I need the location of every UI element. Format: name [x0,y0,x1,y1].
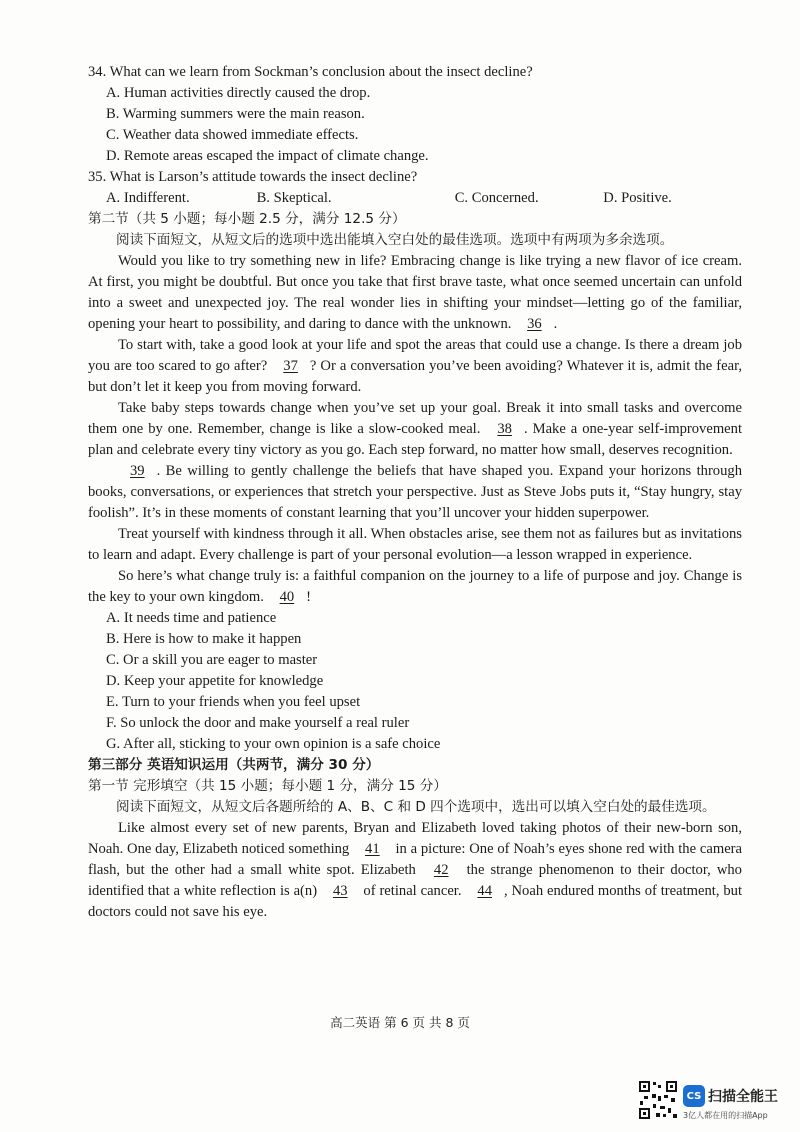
p3-text-a: Take baby steps towards change when you’ve set up your goal. Break it into small tasks and overcome them one by one. Remember, change is like a slow-cooked meal. [88,400,742,437]
page-content [88,62,742,923]
blank-38: 38 [497,421,512,437]
p6-text: So here’s what change truly is: a faithful companion on the journey to a life of purpose and joy. Change is the key to your own kingdom. [88,568,742,605]
p1-text: Would you like to try something new in life? Embracing change is like trying a new flavor of ice cream. At first, you might be doubtful. But once you take that first brave taste, what once seemed uncertain can unfold into a sweet and unexpected joy. The real wonder lies in shifting your mindset—letting go of the familiar, opening your heart to possibility, and daring to dance with the unknown. [88,253,742,332]
choice-f: F. So unlock the door and make yourself a real ruler [106,715,410,731]
scanner-subtitle: 3亿人都在用的扫描App [683,1111,768,1120]
part3-heading: 第三部分 英语知识运用（共两节，满分 30 分） [88,757,380,773]
blank-43: 43 [332,883,348,899]
choice-g: G. After all, sticking to your own opinion is a safe choice [106,736,441,752]
camscanner-logo-icon: CS [683,1085,705,1107]
cloze-text-b: in a picture: One of Noah’s eyes shone red with the camera flash, but the other had a small white spot. Elizabeth [88,841,743,878]
q35-option-d: D. Positive. [603,190,672,206]
p3-text-b: . Make a one-year self-improvement plan and celebrate every tiny victory as you go. Each step forward, no matter how small, deserves recognition. [88,421,742,458]
passage-paragraph-2 [88,335,742,398]
passage-paragraph-5: Treat yourself with kindness through it all. When obstacles arise, see them not as failures but as invitations to learn and adapt. Every challenge is part of your personal evolution—a lesson wrapped in experience. [88,526,742,563]
blank-44: 44 [477,883,492,899]
page-footer: 高二英语 第 6 页 共 8 页 [330,1015,470,1030]
blank-42: 42 [433,862,449,878]
choice-d: D. Keep your appetite for knowledge [106,673,324,689]
passage-paragraph-3 [88,398,742,461]
q35-option-a: A. Indifferent. [106,190,190,206]
scanner-watermark [638,1080,798,1124]
p6-end: ! [306,589,312,605]
cloze-paragraph [88,818,742,923]
q34-option-d: D. Remote areas escaped the impact of climate change. [106,148,429,164]
p2-text-a: To start with, take a good look at your life and spot the areas that could use a change. Is there a dream job you are too scared to go after? [88,337,742,374]
passage-paragraph-6 [88,566,742,608]
scanner-brand: 扫描全能王 [708,1089,778,1105]
passage-paragraph-4 [88,461,742,524]
blank-37: 37 [283,358,298,374]
q34-option-a: A. Human activities directly caused the drop. [106,85,371,101]
section2-heading: 第二节（共 5 小题；每小题 2.5 分，满分 12.5 分） [88,211,406,227]
blank-36: 36 [527,316,542,332]
choice-c: C. Or a skill you are eager to master [106,652,318,668]
p2-text-b: ? Or a conversation you’ve been avoiding? Whatever it is, admit the fear, but don’t let it keep you from moving forward. [88,358,742,395]
p4-text: . Be willing to gently challenge the beliefs that have shaped you. Expand your horizons through books, conversations, or experiences that stretch your perspective. Just as Steve Jobs puts it, “Stay hungry, stay foolish”. It’s in these moments of constant learning that you’ll uncover your hidden superpower. [88,463,742,521]
blank-41: 41 [365,841,380,857]
q35-option-c: C. Concerned. [454,190,539,206]
part3-section1-heading: 第一节 完形填空（共 15 小题；每小题 1 分，满分 15 分） [88,778,447,794]
q34-option-c: C. Weather data showed immediate effects. [106,127,359,143]
cloze-text-e: , Noah endured months of treatment, but doctors could not save his eye. [88,883,742,920]
passage-paragraph-1: Would you like to try something new in life? Embracing change is like trying a new flavor of ice cream. At first, you might be doubtful. But once you take that first brave taste, what once seemed uncertain can unfold into a sweet and unexpected joy. The real wonder lies in shifting your mindset—letting go of the familiar, opening your heart to possibility, and daring to dance with the unknown. 36 . [88,251,742,335]
part3-instruction: 阅读下面短文，从短文后各题所给的 A、B、C 和 D 四个选项中，选出可以填入空白处的最佳选项。 [116,799,716,815]
question-35-stem: 35. What is Larson’s attitude towards the insect decline? [88,169,418,185]
question-34-stem: 34. What can we learn from Sockman’s conclusion about the insect decline? [88,64,533,80]
cloze-text-c: the strange phenomenon to their doctor, who identified that a white reflection is a(n) [88,862,742,899]
cloze-text-d: of retinal cancer. [363,883,462,899]
blank-39: 39 [130,463,145,479]
choice-b: B. Here is how to make it happen [106,631,302,647]
cloze-text-a: Like almost every set of new parents, Bryan and Elizabeth loved taking photos of their new-born son, Noah. One day, Elizabeth noticed something [88,820,742,857]
q35-options [106,188,742,209]
q34-option-b: B. Warming summers were the main reason. [106,106,365,122]
blank-40: 40 [279,589,295,605]
choice-a: A. It needs time and patience [106,610,277,626]
q35-option-b: B. Skeptical. [256,190,332,206]
section2-instruction: 阅读下面短文，从短文后的选项中选出能填入空白处的最佳选项。选项中有两项为多余选项。 [116,232,674,248]
choice-e: E. Turn to your friends when you feel upset [106,694,361,710]
qr-code-icon [638,1080,678,1120]
